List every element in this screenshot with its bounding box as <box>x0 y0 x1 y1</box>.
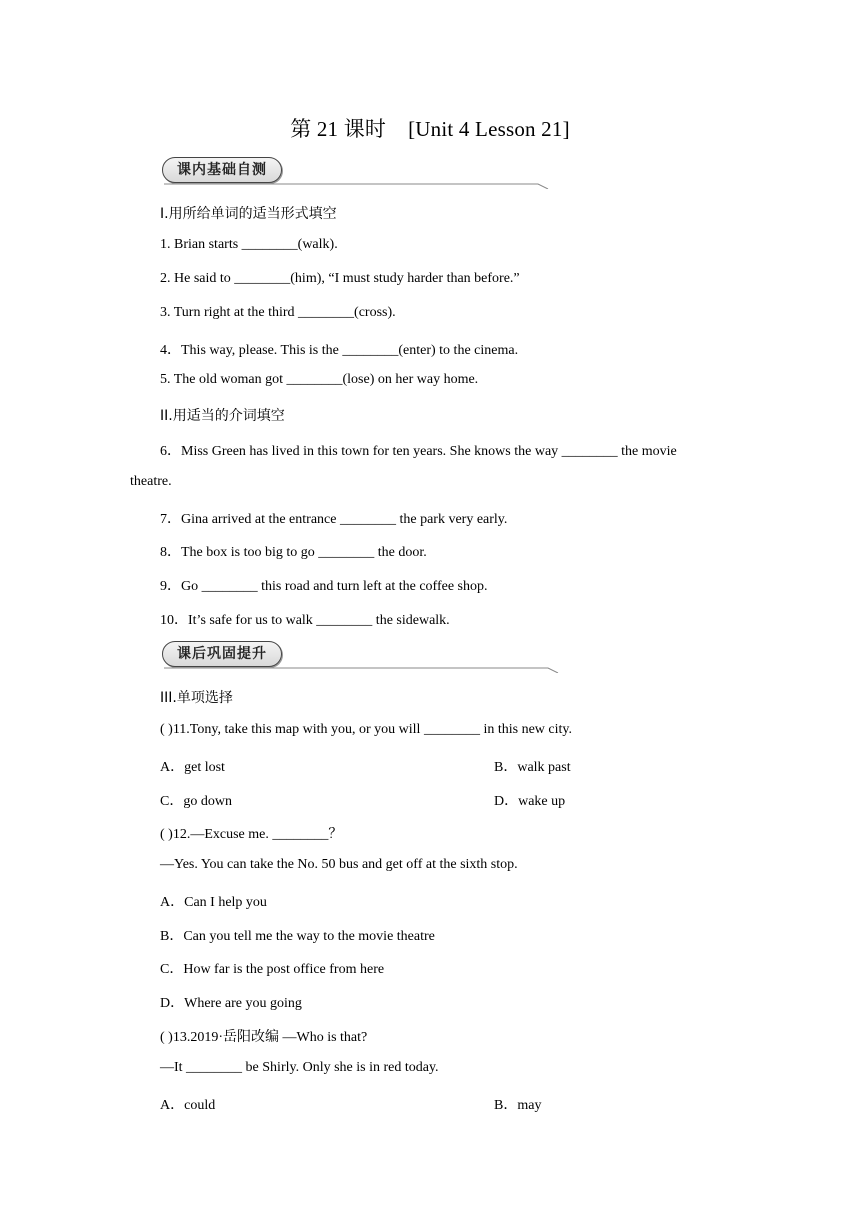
question-12-option-a: A．Can I help you <box>160 895 267 910</box>
section-heading-1: I.用所给单词的适当形式填空 <box>160 206 337 222</box>
question-10: 10．It’s safe for us to walk ________ the sidewalk. <box>160 613 450 628</box>
section-heading-3: III.单项选择 <box>160 690 233 706</box>
question-5: 5. The old woman got ________(lose) on her way home. <box>160 372 479 387</box>
question-13-option-a: A．could <box>160 1098 216 1113</box>
section-heading-2: II.用适当的介词填空 <box>160 408 285 424</box>
question-7: 7．Gina arrived at the entrance ________ the park very early. <box>160 512 508 527</box>
question-12-option-b: B．Can you tell me the way to the movie theatre <box>160 929 435 944</box>
question-12-option-d: D．Where are you going <box>160 996 302 1011</box>
question-4: 4．This way, please. This is the ________(enter) to the cinema. <box>160 343 519 358</box>
question-11-option-b: B．walk past <box>494 760 571 775</box>
question-11-option-a: A．get lost <box>160 760 225 775</box>
lesson-title <box>0 113 860 143</box>
section-banner-after-class <box>160 641 560 673</box>
question-2: 2. He said to ________(him), “I must study harder than before.” <box>160 271 520 286</box>
question-12-stem: ( )12.—Excuse me. ________？ <box>160 827 343 842</box>
question-6-line-2: theatre. <box>130 474 172 489</box>
banner-label: 课内基础自测 <box>162 157 282 183</box>
question-11-option-d: D．wake up <box>494 794 566 809</box>
question-11-stem: ( )11.Tony, take this map with you, or you will ________ in this new city. <box>160 722 572 737</box>
lesson-number: 第 21 课时 <box>290 117 387 141</box>
question-8: 8．The box is too big to go ________ the door. <box>160 545 427 560</box>
section-banner-in-class <box>160 157 560 189</box>
question-6-line-1: 6．Miss Green has lived in this town for ten years. She knows the way ________ the movie <box>160 444 677 459</box>
question-13-option-b: B．may <box>494 1098 542 1113</box>
question-11-option-c: C．go down <box>160 794 232 809</box>
question-3: 3. Turn right at the third ________(cross). <box>160 305 396 320</box>
question-13-reply: —It ________ be Shirly. Only she is in red today. <box>160 1060 439 1075</box>
question-13-stem: ( )13.2019·岳阳改编 —Who is that? <box>160 1030 368 1045</box>
question-12-option-c: C．How far is the post office from here <box>160 962 385 977</box>
question-1: 1. Brian starts ________(walk). <box>160 237 338 252</box>
banner-label: 课后巩固提升 <box>162 641 282 667</box>
question-9: 9．Go ________ this road and turn left at the coffee shop. <box>160 579 488 594</box>
question-12-reply: —Yes. You can take the No. 50 bus and get off at the sixth stop. <box>160 857 518 872</box>
lesson-unit: [Unit 4 Lesson 21] <box>408 117 570 141</box>
